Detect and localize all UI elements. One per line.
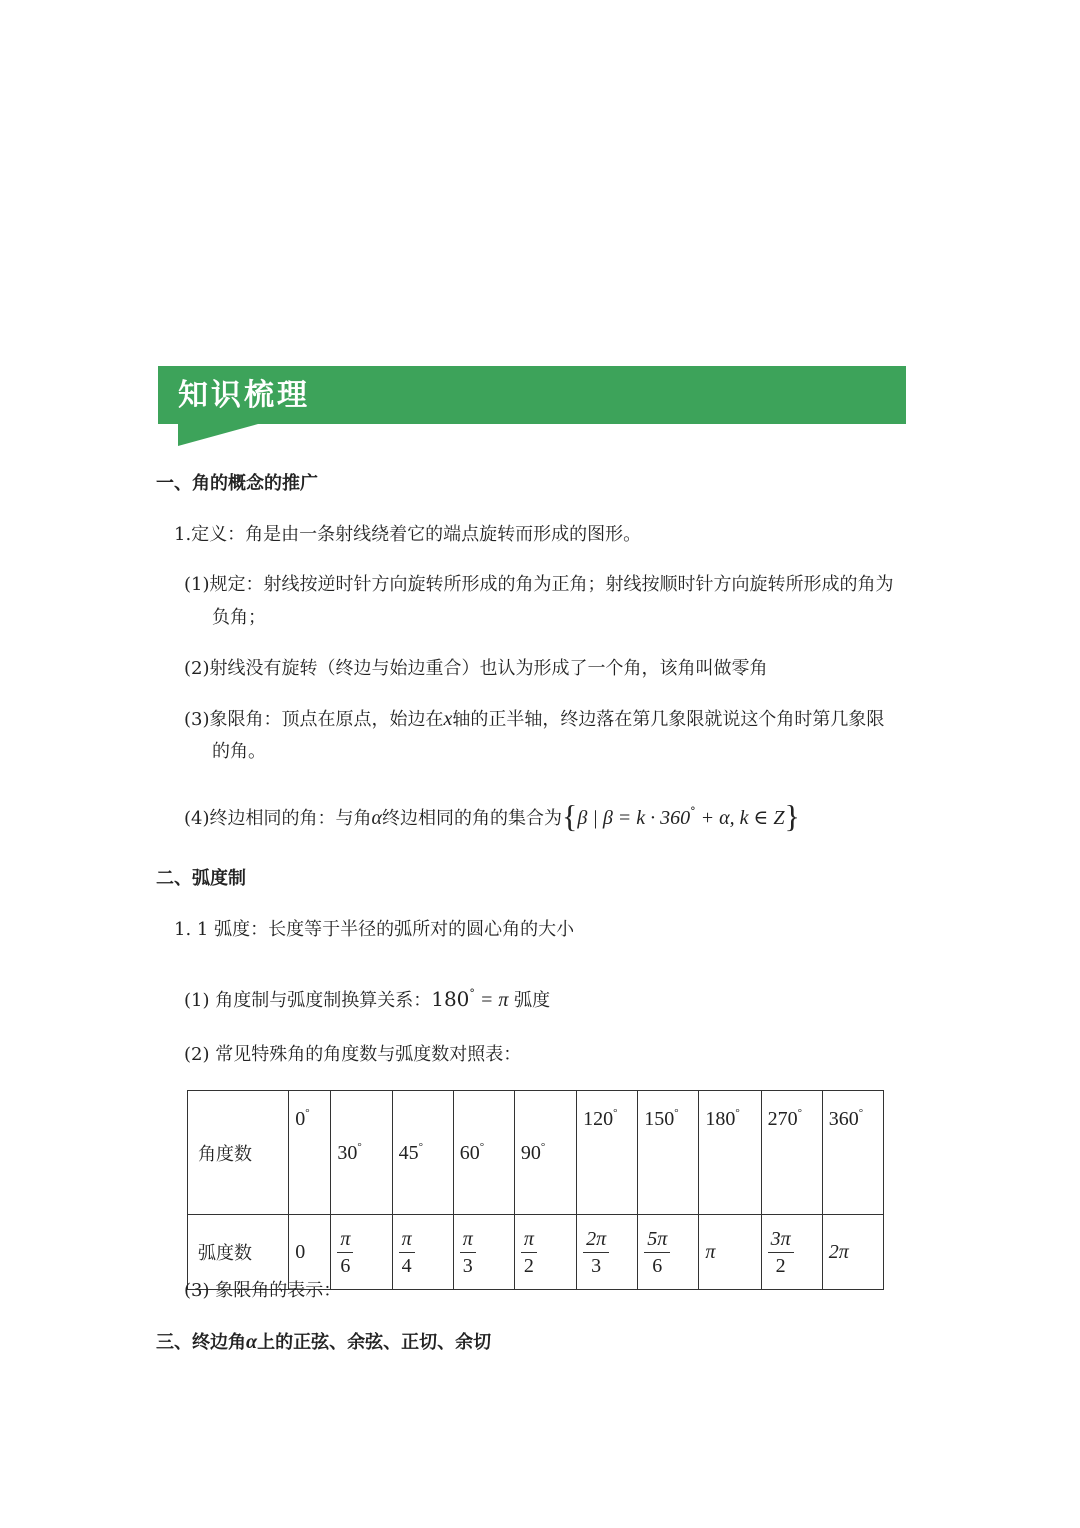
degree-value: 30 — [337, 1141, 358, 1164]
conversion-180: 180 — [431, 987, 470, 1011]
degree-value: 270 — [767, 1108, 798, 1130]
degree-cell — [289, 1091, 331, 1215]
banner-title: 知识梳理 — [178, 378, 310, 413]
quadrant-representation: (3) 象限角的表示： — [184, 1280, 342, 1301]
degree-sign: ° — [690, 805, 696, 818]
section3-heading-b: 上的正弦、余弦、正切、余切 — [257, 1332, 492, 1353]
quadrant-angle-rule-cont: 的角。 — [212, 741, 266, 762]
fraction-denominator: 6 — [340, 1254, 351, 1277]
rule-positive-negative-cont: 负角； — [212, 607, 266, 628]
section3-heading-a: 三、终边角 — [156, 1332, 246, 1353]
table-intro: (2) 常见特殊角的角度数与弧度数对照表： — [184, 1044, 522, 1065]
radian-fraction — [399, 1228, 415, 1277]
alpha-symbol: α — [246, 1331, 258, 1353]
quadrant-angle-rule — [184, 707, 884, 732]
degree-cell — [822, 1091, 883, 1215]
degree-sign: ° — [613, 1107, 618, 1119]
fraction-numerator: π — [521, 1228, 537, 1253]
radian-fraction — [583, 1228, 609, 1277]
degree-value: 150 — [644, 1108, 675, 1130]
radian-cell — [514, 1215, 576, 1290]
zero-angle-rule: (2)射线没有旋转（终边与始边重合）也认为形成了一个角，该角叫做零角 — [184, 658, 768, 679]
radian-cell — [453, 1215, 514, 1290]
degree-sign: ° — [479, 1140, 485, 1153]
radian-value: 2π — [828, 1240, 849, 1263]
radian-value: 0 — [295, 1240, 306, 1263]
fraction-denominator: 2 — [775, 1254, 786, 1277]
coterminal-text-a: (4)终边相同的角：与角 — [184, 808, 372, 829]
radian-cell — [822, 1215, 883, 1290]
degree-value: 0 — [295, 1108, 306, 1130]
fraction-numerator: π — [337, 1228, 353, 1253]
fraction-denominator: 2 — [523, 1254, 534, 1277]
radian-fraction — [768, 1228, 794, 1277]
degree-cell — [761, 1091, 822, 1215]
radian-value: π — [705, 1240, 716, 1263]
right-brace: } — [784, 798, 800, 834]
radian-fraction — [460, 1228, 476, 1277]
fraction-denominator: 3 — [591, 1254, 602, 1277]
x-variable: x — [443, 708, 453, 730]
conversion-pi: = π — [474, 989, 509, 1011]
definition-item: 1.定义：角是由一条射线绕着它的端点旋转而形成的图形。 — [174, 524, 642, 545]
radian-fraction — [337, 1228, 353, 1277]
fraction-denominator: 6 — [652, 1254, 663, 1277]
radian-fraction — [521, 1228, 537, 1277]
degree-sign: ° — [797, 1107, 802, 1119]
conversion-degree: ° — [469, 987, 475, 1000]
degree-row — [188, 1091, 884, 1215]
set-expression-b: + α, k ∈ Z — [695, 807, 785, 829]
degree-sign: ° — [418, 1140, 423, 1153]
radian-cell — [699, 1215, 761, 1290]
degree-value: 180 — [705, 1108, 736, 1130]
radian-fraction — [644, 1228, 670, 1277]
degree-cell — [699, 1091, 761, 1215]
degree-sign: ° — [357, 1140, 362, 1153]
degree-cell — [392, 1091, 453, 1215]
conversion-unit: 弧度 — [508, 990, 551, 1011]
fraction-denominator: 4 — [401, 1254, 412, 1277]
degree-row-label: 角度数 — [188, 1091, 289, 1215]
degree-cell — [453, 1091, 514, 1215]
radian-row-label: 弧度数 — [188, 1215, 289, 1290]
conversion-text: (1) 角度制与弧度制换算关系： — [184, 990, 432, 1011]
coterminal-text-b: 终边相同的角的集合为 — [382, 808, 562, 829]
radian-cell — [638, 1215, 699, 1290]
degree-cell — [577, 1091, 638, 1215]
degree-value: 45 — [398, 1141, 419, 1164]
set-expression-a: β | β = k · 360 — [577, 807, 691, 829]
degree-value: 90 — [520, 1141, 541, 1164]
radian-definition: 1. 1 弧度：长度等于半径的弧所对的圆心角的大小 — [174, 919, 575, 940]
degree-cell — [331, 1091, 392, 1215]
quadrant-text-b: 轴的正半轴，终边落在第几象限就说这个角时第几象限 — [452, 709, 885, 730]
fraction-numerator: π — [399, 1228, 415, 1253]
rule-positive-negative: (1)规定：射线按逆时针方向旋转所形成的角为正角；射线按顺时针方向旋转所形成的角为 — [184, 574, 894, 595]
conversion-relation — [184, 982, 550, 1013]
degree-value: 120 — [583, 1108, 614, 1130]
section2-heading: 二、弧度制 — [156, 868, 246, 889]
radian-cell — [577, 1215, 638, 1290]
section-banner — [158, 366, 906, 446]
degree-value: 60 — [459, 1141, 480, 1164]
fraction-numerator: 5π — [644, 1228, 670, 1253]
coterminal-angle-rule — [184, 798, 800, 834]
degree-value: 360 — [828, 1108, 859, 1130]
conversion-table — [187, 1090, 884, 1290]
left-brace: { — [562, 798, 578, 834]
degree-sign: ° — [858, 1107, 864, 1119]
degree-cell — [514, 1091, 576, 1215]
degree-cell — [638, 1091, 699, 1215]
quadrant-text-a: (3)象限角：顶点在原点，始边在 — [184, 709, 444, 730]
degree-sign: ° — [540, 1140, 546, 1153]
section3-heading — [156, 1330, 491, 1355]
section1-heading: 一、角的概念的推广 — [156, 473, 318, 494]
alpha-symbol: α — [371, 807, 382, 829]
degree-sign: ° — [305, 1107, 310, 1119]
degree-sign: ° — [674, 1107, 679, 1119]
fraction-numerator: 2π — [583, 1228, 609, 1253]
fraction-numerator: 3π — [768, 1228, 794, 1253]
fraction-denominator: 3 — [462, 1254, 473, 1277]
radian-cell — [761, 1215, 822, 1290]
degree-sign: ° — [735, 1107, 740, 1119]
radian-cell — [392, 1215, 453, 1290]
fraction-numerator: π — [460, 1228, 476, 1253]
